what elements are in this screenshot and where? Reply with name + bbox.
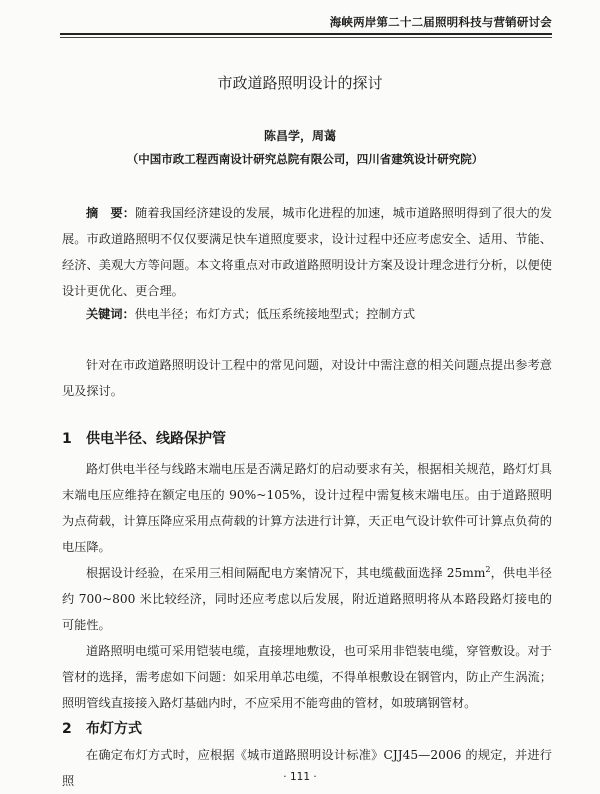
p2-text-after: ，供电半径约 700~800 米比较经济，同时还应考虑以后发展，附近道路照明将从本路段路灯接电的可能性。: [62, 566, 552, 632]
p2-superscript: 2: [485, 564, 491, 574]
header-rule-thick: [60, 33, 552, 35]
abstract: [62, 200, 552, 304]
section-1-paragraph-3: 道路照明电缆可采用铠装电缆，直接埋地敷设，也可采用非铠装电缆，穿管敷设。对于管材的选择，需考虑如下问题：如采用单芯电缆，不得单根敷设在钢管内，防止产生涡流；照明管线直接接入路灯基础内时，不应采用不能弯曲的管材，如玻璃钢管材。: [62, 644, 552, 710]
section-1-body: [62, 456, 552, 716]
header-rule-thin: [60, 37, 552, 38]
running-header: 海峡两岸第二十二届照明科技与营销研讨会: [329, 15, 552, 29]
section-2-heading: [62, 718, 142, 738]
p2-text-before: 根据设计经验，在采用三相间隔配电方案情况下，其电缆截面选择 25mm: [86, 566, 486, 580]
paper-affiliation: （中国市政工程西南设计研究总院有限公司，四川省建筑设计研究院）: [126, 152, 484, 166]
section-1-paragraph-2: [62, 560, 552, 638]
section-1-title: 供电半径、线路保护管: [86, 431, 226, 447]
abstract-label: 摘 要：: [86, 206, 136, 220]
intro-paragraph: 针对在市政道路照明设计工程中的常见问题，对设计中需注意的相关问题点提出参考意见及探讨。: [62, 358, 552, 398]
page-number: · 111 ·: [283, 771, 317, 783]
section-1-number: 1: [62, 431, 72, 447]
keywords-label: 关键词：: [86, 307, 135, 321]
keywords-text: 供电半径；布灯方式；低压系统接地型式；控制方式: [134, 307, 416, 321]
keywords: [62, 301, 552, 327]
section-2-body: [62, 742, 552, 794]
paper-authors: 陈昌学，周蔼: [263, 129, 336, 143]
section-2-number: 2: [62, 721, 72, 737]
section-1-paragraph-1: 路灯供电半径与线路末端电压是否满足路灯的启动要求有关，根据相关规范，路灯灯具末端电压应维持在额定电压的 90%~105%，设计过程中需复核末端电压。由于道路照明为点荷载，计算压降应采用点荷载的计算方法进行计算，天正电气设计软件可计算点负荷的电压降。: [62, 462, 552, 554]
section-1-heading: [62, 428, 226, 448]
paper-title: 市政道路照明设计的探讨: [217, 74, 383, 92]
section-2-title: 布灯方式: [86, 721, 142, 737]
abstract-text: 随着我国经济建设的发展，城市化进程的加速，城市道路照明得到了很大的发展。市政道路照明不仅仅要满足快车道照度要求，设计过程中还应考虑安全、适用、节能、经济、美观大方等问题。本文将重点对市政道路照明设计方案及设计理念进行分析，以便使设计更优化、更合理。: [62, 206, 553, 298]
section-2-paragraph-1: 在确定布灯方式时，应根据《城市道路照明设计标准》CJJ45—2006 的规定，并进行照: [62, 748, 552, 788]
